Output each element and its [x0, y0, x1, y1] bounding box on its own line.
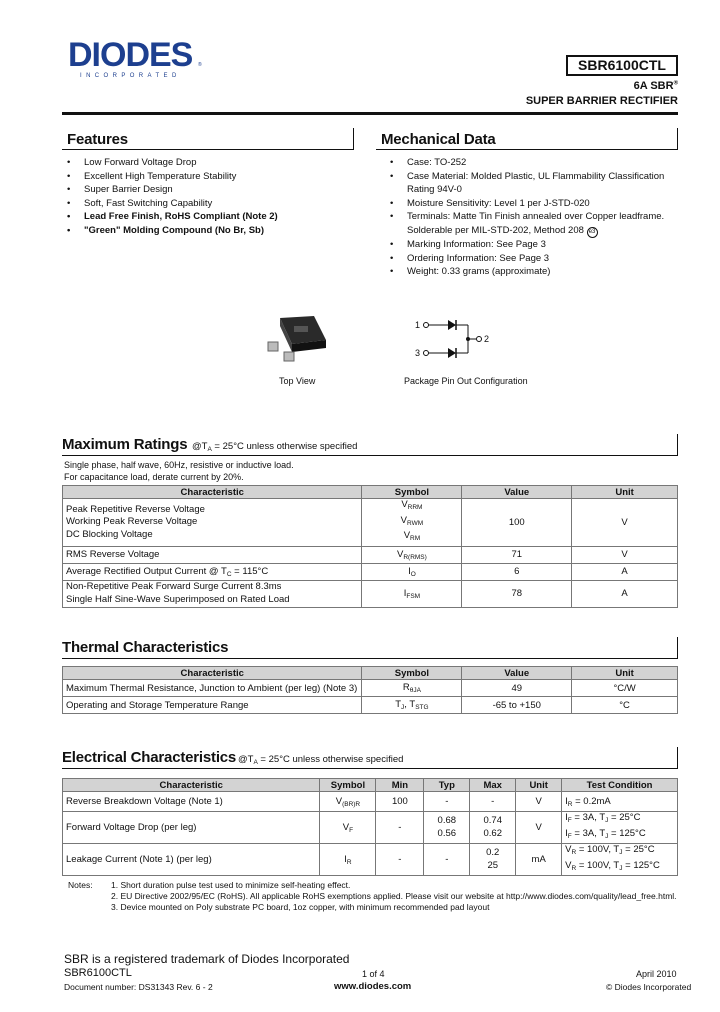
- list-item: • Soft, Fast Switching Capability: [62, 197, 362, 211]
- symbol-cell: $I_O$: [362, 563, 462, 580]
- list-item: • Weight: 0.33 grams (approximate): [385, 265, 680, 279]
- typ-cell: 0.68 0.56: [424, 812, 470, 844]
- unit-cell: V: [516, 812, 562, 844]
- max-ratings-note-2: For capacitance load, derate current by 20%.: [64, 472, 244, 482]
- min-cell: -: [376, 844, 424, 876]
- logo-subtext: INCORPORATED: [80, 73, 181, 79]
- typ-cell: -: [424, 844, 470, 876]
- electrical-condition: $@T_A = 25^\circ C$ unless otherwise specified: [238, 754, 404, 766]
- notes-label: Notes:: [68, 880, 93, 890]
- pin2-label: 2: [484, 334, 490, 344]
- footer-document-number: Document number: DS31343 Rev. 6 - 2: [64, 982, 213, 992]
- table-row: [63, 697, 678, 714]
- top-view-caption: Top View: [279, 376, 316, 386]
- characteristic-cell: Peak Repetitive Reverse Voltage Working Peak Reverse Voltage DC Blocking Voltage: [63, 499, 362, 547]
- characteristic-cell: Maximum Thermal Resistance, Junction to Ambient (per leg) (Note 3): [63, 680, 362, 697]
- logo-trademark: ®: [198, 62, 202, 68]
- note-item: 1. Short duration pulse test used to minimize self-heating effect.: [111, 880, 351, 890]
- note-item: 2. EU Directive 2002/95/EC (RoHS). All applicable RoHS exemptions applied. Please visit our website at http://www.diodes.com/quality/lead_free.html.: [111, 891, 677, 901]
- table-row: [63, 812, 678, 844]
- min-cell: 100: [376, 792, 424, 812]
- max-cell: 0.74 0.62: [470, 812, 516, 844]
- characteristic-cell: Reverse Breakdown Voltage (Note 1): [63, 792, 320, 812]
- column-header: Min: [376, 779, 424, 792]
- logo-text: DIODES: [68, 36, 193, 74]
- notes-list: [111, 880, 681, 913]
- trademark-note: SBR is a registered trademark of Diodes Incorporated: [64, 952, 350, 966]
- list-item: • "Green" Molding Compound (No Br, Sb): [62, 224, 362, 238]
- unit-cell: mA: [516, 844, 562, 876]
- column-header: Symbol: [320, 779, 376, 792]
- features-title: Features: [67, 131, 128, 148]
- list-item: • Excellent High Temperature Stability: [62, 170, 362, 184]
- max-ratings-condition: $@T_A = 25^\circ C$ unless otherwise specified: [192, 441, 358, 453]
- table-row: [63, 580, 678, 607]
- list-item: • Marking Information: See Page 3: [385, 238, 680, 252]
- column-header: Unit: [572, 486, 678, 499]
- typ-cell: -: [424, 792, 470, 812]
- list-item: • Case Material: Molded Plastic, UL Flammability Classification Rating 94V-0: [385, 170, 680, 197]
- symbol-cell: $V_{RRM}$ $V_{RWM}$ $V_{RM}$: [362, 499, 462, 547]
- list-item: • Lead Free Finish, RoHS Compliant (Note 2): [62, 210, 362, 224]
- thermal-table: [62, 666, 678, 714]
- value-cell: 71: [462, 546, 572, 563]
- header-divider: [62, 112, 678, 115]
- pin1-label: 1: [415, 320, 421, 330]
- characteristic-cell: Forward Voltage Drop (per leg): [63, 812, 320, 844]
- characteristic-cell: Leakage Current (Note 1) (per leg): [63, 844, 320, 876]
- max-ratings-note-1: Single phase, half wave, 60Hz, resistive or inductive load.: [64, 460, 294, 470]
- mechanical-list: [385, 156, 680, 279]
- list-item: • Ordering Information: See Page 3: [385, 252, 680, 266]
- column-header: Value: [462, 667, 572, 680]
- symbol-cell: $V_{(BR)R}$: [320, 792, 376, 812]
- table-row: [63, 680, 678, 697]
- table-row: [63, 563, 678, 580]
- mechanical-title: Mechanical Data: [381, 131, 496, 148]
- table-row: [63, 499, 678, 547]
- symbol-cell: $I_{FSM}$: [362, 580, 462, 607]
- electrical-heading-box: [62, 747, 678, 769]
- column-header: Unit: [516, 779, 562, 792]
- table-row: [63, 844, 678, 876]
- value-cell: 49: [462, 680, 572, 697]
- column-header: Test Condition: [562, 779, 678, 792]
- pin3-label: 3: [415, 348, 421, 358]
- symbol-cell: $V_{R(RMS)}$: [362, 546, 462, 563]
- column-header: Typ: [424, 779, 470, 792]
- footer-copyright: © Diodes Incorporated: [606, 982, 692, 992]
- symbol-cell: $T_J$, $T_{STG}$: [362, 697, 462, 714]
- column-header: Max: [470, 779, 516, 792]
- table-row: [63, 546, 678, 563]
- column-header: Characteristic: [63, 486, 362, 499]
- part-number: SBR6100CTL: [566, 55, 678, 76]
- characteristic-cell: Average Rectified Output Current @ $T_C = 115^\circ C$: [63, 563, 362, 580]
- pinout-caption: Package Pin Out Configuration: [404, 376, 528, 386]
- subtitle-type: SUPER BARRIER RECTIFIER: [525, 95, 678, 107]
- max-ratings-title: Maximum Ratings: [62, 436, 188, 453]
- table-header-row: [63, 667, 678, 680]
- column-header: Characteristic: [63, 667, 362, 680]
- unit-cell: A: [572, 563, 678, 580]
- features-heading-box: [62, 128, 354, 150]
- electrical-table: [62, 778, 678, 876]
- symbol-cell: $V_F$: [320, 812, 376, 844]
- value-cell: 6: [462, 563, 572, 580]
- features-list: [62, 156, 362, 238]
- unit-cell: V: [516, 792, 562, 812]
- max-cell: 0.2 25: [470, 844, 516, 876]
- e3-mark-icon: e3: [587, 227, 598, 238]
- characteristic-cell: Non-Repetitive Peak Forward Surge Current 8.3ms Single Half Sine-Wave Superimposed on Rated Load: [63, 580, 362, 607]
- diodes-logo: [68, 38, 203, 80]
- symbol-cell: $R_{\theta JA}$: [362, 680, 462, 697]
- footer-page-number: 1 of 4: [362, 969, 385, 979]
- test-condition-cell: $V_R = 100V$, $T_J = 25^\circ C$ $V_R = 100V$, $T_J = 125^\circ C$: [562, 844, 678, 876]
- test-condition-cell: $I_F = 3A$, $T_J = 25^\circ C$ $I_F = 3A$, $T_J = 125^\circ C$: [562, 812, 678, 844]
- mechanical-heading-box: [376, 128, 678, 150]
- column-header: Symbol: [362, 486, 462, 499]
- pinout-diagram: [410, 316, 500, 362]
- footer-part-number: SBR6100CTL: [64, 967, 132, 979]
- max-cell: -: [470, 792, 516, 812]
- table-header-row: [63, 486, 678, 499]
- unit-cell: V: [572, 546, 678, 563]
- note-item: 3. Device mounted on Poly substrate PC board, 1oz copper, with minimum recommended pad layout: [111, 902, 490, 912]
- unit-cell: °C/W: [572, 680, 678, 697]
- electrical-title: Electrical Characteristics: [62, 749, 237, 766]
- test-condition-cell: $I_R = 0.2mA$: [562, 792, 678, 812]
- unit-cell: V: [572, 499, 678, 547]
- list-item: • Low Forward Voltage Drop: [62, 156, 362, 170]
- list-item: • Case: TO-252: [385, 156, 680, 170]
- subtitle-rating: 6A SBR®: [633, 80, 678, 92]
- column-header: Symbol: [362, 667, 462, 680]
- table-header-row: [63, 779, 678, 792]
- thermal-title: Thermal Characteristics: [62, 639, 229, 656]
- list-item: • Terminals: Matte Tin Finish annealed over Copper leadframe. Solderable per MIL-STD-202, Method 208 e3: [385, 210, 680, 238]
- value-cell: -65 to +150: [462, 697, 572, 714]
- min-cell: -: [376, 812, 424, 844]
- unit-cell: °C: [572, 697, 678, 714]
- footer-website-link[interactable]: www.diodes.com: [334, 981, 412, 992]
- to252-package-image: [262, 312, 332, 374]
- table-row: [63, 792, 678, 812]
- list-item: • Moisture Sensitivity: Level 1 per J-STD-020: [385, 197, 680, 211]
- characteristic-cell: Operating and Storage Temperature Range: [63, 697, 362, 714]
- column-header: Unit: [572, 667, 678, 680]
- list-item: • Super Barrier Design: [62, 183, 362, 197]
- value-cell: 78: [462, 580, 572, 607]
- column-header: Characteristic: [63, 779, 320, 792]
- max-ratings-heading-box: [62, 434, 678, 456]
- characteristic-cell: RMS Reverse Voltage: [63, 546, 362, 563]
- symbol-cell: $I_R$: [320, 844, 376, 876]
- thermal-heading-box: [62, 637, 678, 659]
- max-ratings-table: [62, 485, 678, 608]
- unit-cell: A: [572, 580, 678, 607]
- footer-date: April 2010: [636, 969, 677, 979]
- column-header: Value: [462, 486, 572, 499]
- value-cell: 100: [462, 499, 572, 547]
